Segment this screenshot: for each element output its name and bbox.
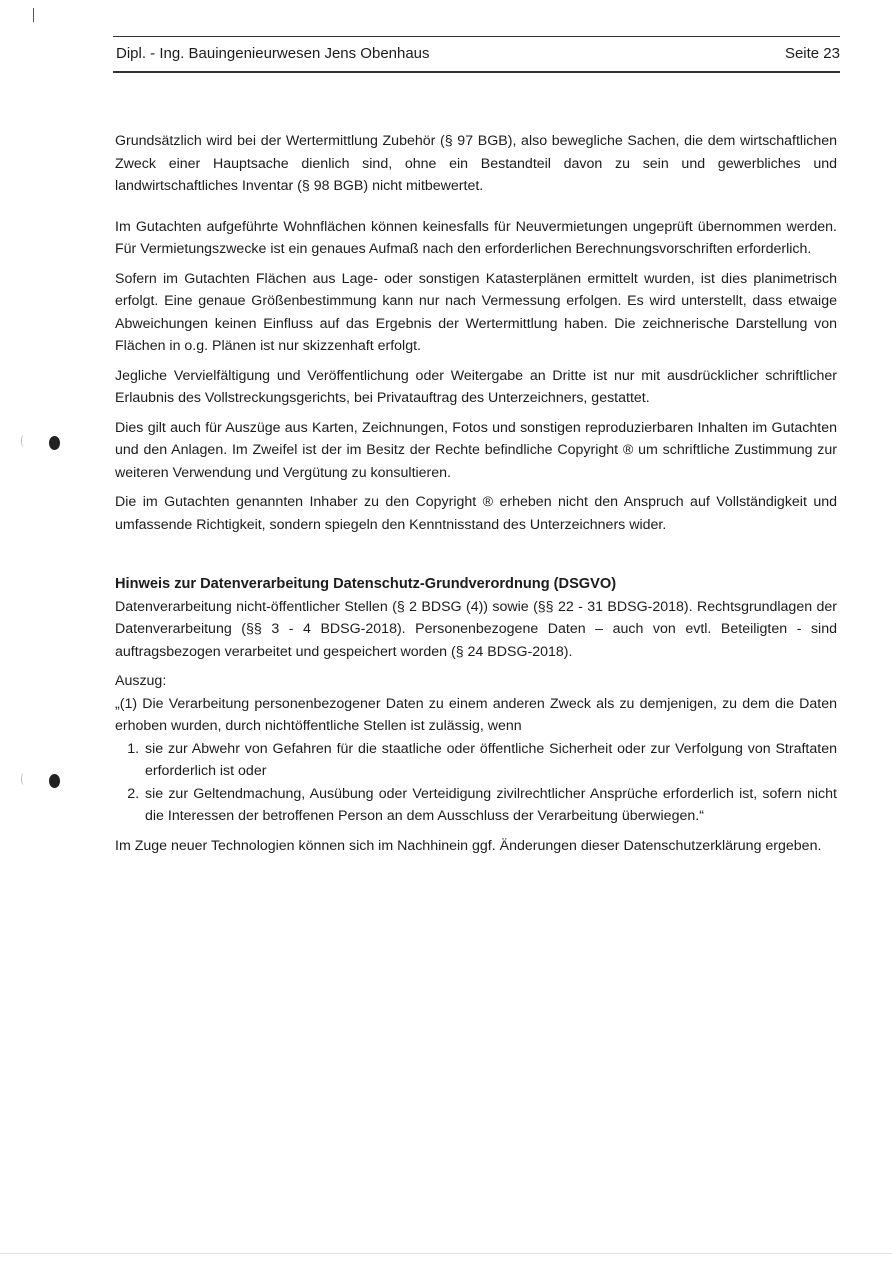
punch-hole-shadow — [21, 773, 26, 785]
excerpt-item: 1. sie zur Abwehr von Gefahren für die staatliche oder öffentliche Sicherheit oder zur Verfolgung von Straftaten erforderlich ist oder — [143, 738, 837, 783]
paragraph-vervielfaeltigung: Jegliche Vervielfältigung und Veröffentlichung oder Weitergabe an Dritte ist nur mit ausdrücklicher schriftlicher Erlaubnis des Vollstreckungsgerichts, bei Privatauftrag des Unterzeichners, gestattet. — [115, 367, 837, 406]
document-body — [115, 130, 837, 857]
paragraph-inhaber: Die im Gutachten genannten Inhaber zu den Copyright ® erheben nicht den Anspruch auf Vollständigkeit und umfassende Richtigkeit, sondern spiegeln den Kenntnisstand des Unterzeichners wider. — [115, 494, 837, 533]
punch-hole-shadow — [21, 435, 26, 447]
dsgvo-heading: Hinweis zur Datenverarbeitung Datenschutz-Grundverordnung (DSGVO) — [115, 576, 617, 592]
excerpt-list — [115, 738, 837, 828]
excerpt-item: 2. sie zur Geltendmachung, Ausübung oder Verteidigung zivilrechtlicher Ansprüche erforderlich ist, sofern nicht die Interessen der betroffenen Person an dem Ausschluss der Verarbeitung überwiegen.“ — [143, 783, 837, 828]
paragraph-katasterplaene: Sofern im Gutachten Flächen aus Lage- oder sonstigen Katasterplänen ermittelt wurden, ist dies planimetrisch erfolgt. Eine genaue Größenbestimmung kann nur nach Vermessung erfolgen. Es wird unterstellt, dass etwaige Abweichungen keinen Einfluss auf das Ergebnis der Wertermittlung haben. Die zeichnerische Darstellung von Flächen in o.g. Plänen ist nur skizzenhaft erfolgt. — [115, 270, 837, 354]
header-rule-top — [113, 36, 840, 37]
closing-paragraph: Im Zuge neuer Technologien können sich im Nachhinein ggf. Änderungen dieser Datenschutzerklärung ergeben. — [115, 837, 822, 854]
paragraph-zubehoer: Grundsätzlich wird bei der Wertermittlung Zubehör (§ 97 BGB), also bewegliche Sachen, die dem wirtschaftlichen Zweck einer Hauptsache dienlich sind, ohne ein Bestandteil davon zu sein und gewerbliches und landwirtschaftliches Inventar (§ 98 BGB) nicht mitbewertet. — [115, 133, 837, 194]
header-rule-bottom — [113, 71, 840, 73]
page-edge — [0, 1253, 892, 1254]
margin-mark — [33, 8, 34, 22]
dsgvo-intro: Datenverarbeitung nicht-öffentlicher Stellen (§ 2 BDSG (4)) sowie (§§ 22 - 31 BDSG-2018). Rechtsgrundlagen der Datenverarbeitung (§§ 3 - 4 BDSG-2018). Personenbezogene Daten – auch von evtl. Beteiligten - sind auftragsbezogen verarbeitet und gespeichert worden (§ 24 BDSG-2018). — [115, 598, 837, 660]
header-page-number: Seite 23 — [784, 45, 840, 62]
excerpt-quote: „(1) Die Verarbeitung personenbezogener Daten zu einem anderen Zweck als zu demjenigen, zu dem die Daten erhoben wurden, durch nichtöffentliche Stellen ist zulässig, wenn — [115, 695, 837, 734]
header-author: Dipl. - Ing. Bauingenieurwesen Jens Obenhaus — [116, 45, 430, 62]
punch-hole-mark — [49, 436, 60, 450]
punch-hole-mark — [49, 774, 60, 788]
paragraph-wohnflaechen: Im Gutachten aufgeführte Wohnflächen können keinesfalls für Neuvermietungen ungeprüft übernommen werden. Für Vermietungszwecke ist ein genaues Aufmaß nach den erforderlichen Berechnungsvorschriften erforderlich. — [115, 218, 837, 257]
excerpt-label: Auszug: — [115, 673, 167, 689]
paragraph-copyright: Dies gilt auch für Auszüge aus Karten, Zeichnungen, Fotos und sonstigen reproduzierbaren Inhalten im Gutachten und den Anlagen. Im Zweifel ist der im Besitz der Rechte befindliche Copyright ® um schriftliche Zustimmung zur weiteren Verwendung und Vergütung zu konsultieren. — [115, 419, 837, 481]
